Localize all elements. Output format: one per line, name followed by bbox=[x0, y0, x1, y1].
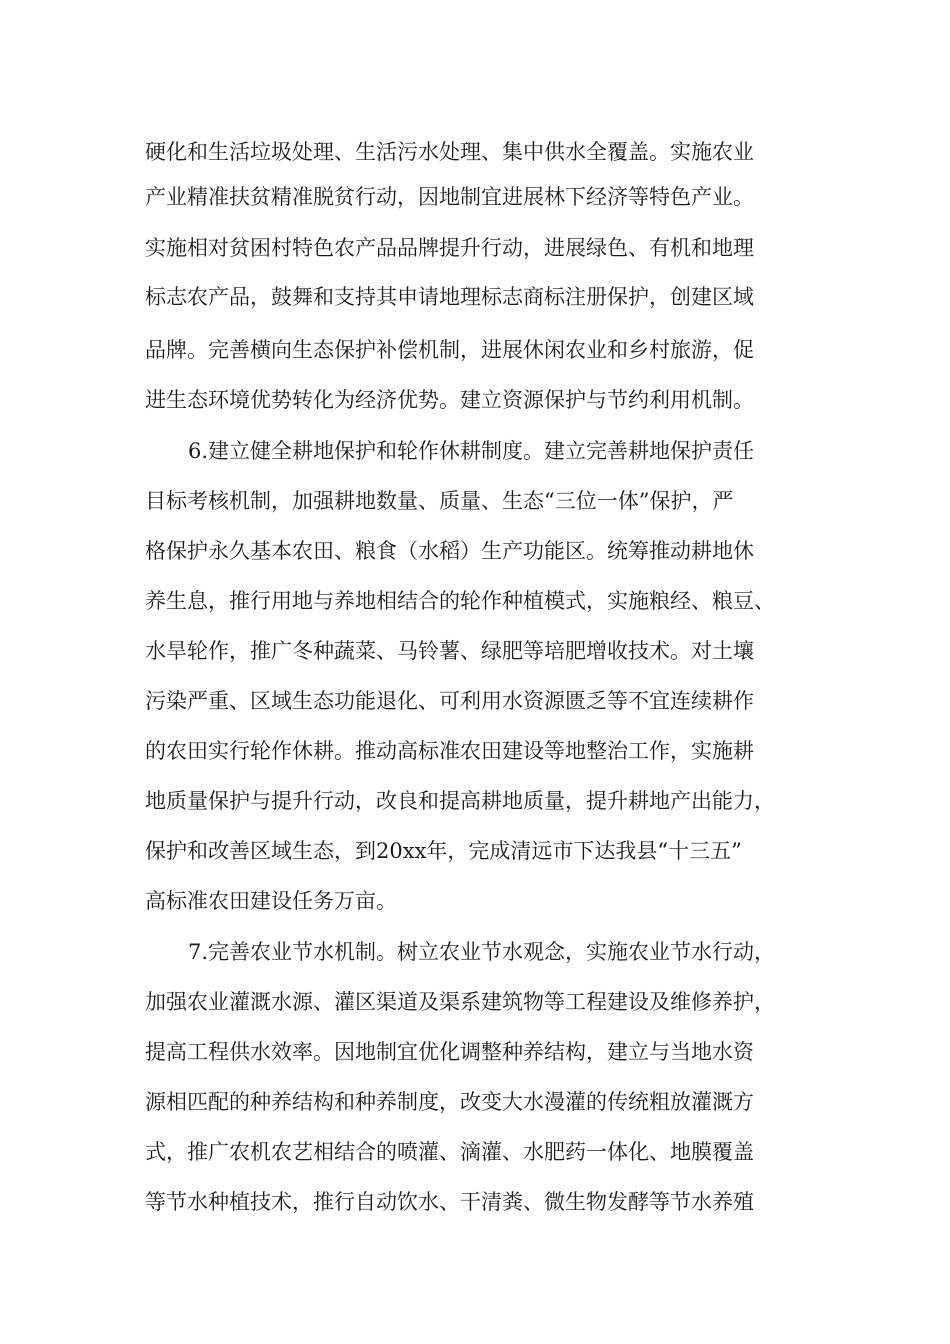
section-6-heading-line: 6.建立健全耕地保护和轮作休耕制度。建立完善耕地保护责任 bbox=[188, 439, 755, 463]
text-line: 源相匹配的种养结构和种养制度，改变大水漫灌的传统粗放灌溉方 bbox=[145, 1090, 754, 1114]
text-line: 产业精准扶贫精准脱贫行动，因地制宜进展林下经济等特色产业。 bbox=[145, 185, 754, 209]
text-line: 提高工程供水效率。因地制宜优化调整种养结构，建立与当地水资 bbox=[145, 1040, 754, 1064]
text-line: 目标考核机制，加强耕地数量、质量、生态“三位一体”保护，严 bbox=[145, 489, 734, 513]
text-line: 格保护永久基本农田、粮食（水稻）生产功能区。统筹推动耕地休 bbox=[145, 539, 754, 563]
text-line: 等节水种植技术，推行自动饮水、干清粪、微生物发酵等节水养殖 bbox=[145, 1190, 754, 1214]
text-line: 污染严重、区域生态功能退化、可利用水资源匮乏等不宜连续耕作 bbox=[145, 689, 754, 713]
text-line: 养生息，推行用地与养地相结合的轮作种植模式，实施粮经、粮豆、 bbox=[145, 589, 775, 613]
text-line: 进生态环境优势转化为经济优势。建立资源保护与节约利用机制。 bbox=[145, 388, 754, 412]
text-line: 硬化和生活垃圾处理、生活污水处理、集中供水全覆盖。实施农业 bbox=[145, 140, 754, 164]
text-line: 加强农业灌溉水源、灌区渠道及渠系建筑物等工程建设及维修养护， bbox=[145, 990, 775, 1014]
text-line: 地质量保护与提升行动，改良和提高耕地质量，提升耕地产出能力， bbox=[145, 789, 775, 813]
text-line: 标志农产品，鼓舞和支持其申请地理标志商标注册保护，创建区域 bbox=[145, 285, 754, 309]
text-line: 高标准农田建设任务万亩。 bbox=[145, 889, 397, 913]
text-line: 实施相对贫困村特色农产品品牌提升行动，进展绿色、有机和地理 bbox=[145, 236, 754, 260]
text-line: 品牌。完善横向生态保护补偿机制，进展休闲农业和乡村旅游，促 bbox=[145, 338, 754, 362]
text-line: 水旱轮作，推广冬种蔬菜、马铃薯、绿肥等培肥增收技术。对土壤 bbox=[145, 639, 754, 663]
section-7-heading-line: 7.完善农业节水机制。树立农业节水观念，实施农业节水行动， bbox=[188, 940, 776, 964]
text-line: 的农田实行轮作休耕。推动高标准农田建设等地整治工作，实施耕 bbox=[145, 739, 754, 763]
text-line: 式，推广农机农艺相结合的喷灌、滴灌、水肥药一体化、地膜覆盖 bbox=[145, 1140, 754, 1164]
text-line: 保护和改善区域生态，到20xx年，完成清远市下达我县“十三五” bbox=[145, 839, 742, 863]
